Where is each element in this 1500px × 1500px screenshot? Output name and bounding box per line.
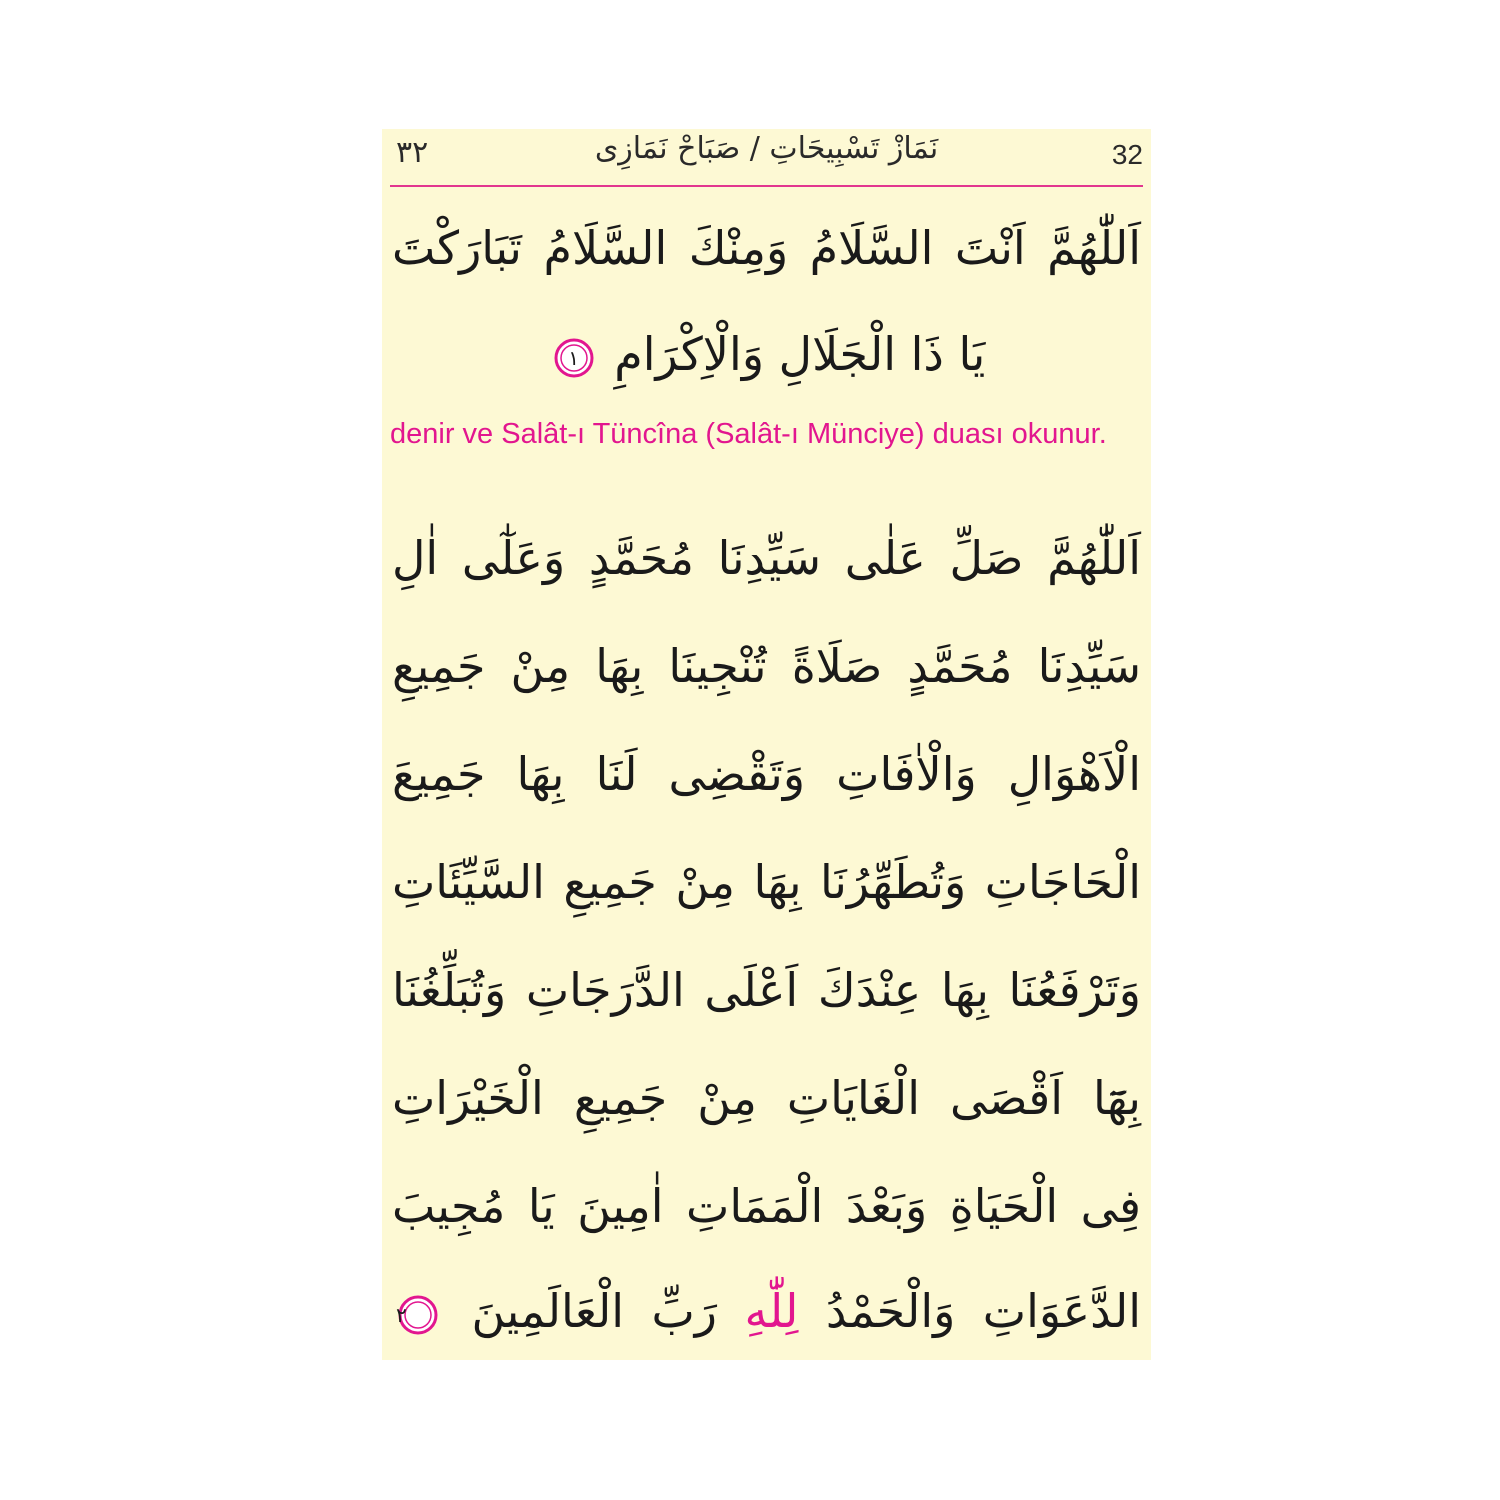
header-divider [390, 185, 1143, 187]
page-number-arabic: ٣٢ [396, 135, 429, 170]
dua2-line-7: فِى الْحَيَاةِ وَبَعْدَ الْمَمَاتِ اٰمِينَ يَا مُجِيبَ [392, 1179, 1141, 1233]
verse-marker-2-number: ٢ [396, 1302, 407, 1327]
page-header [390, 129, 1143, 185]
dua2-line-3: الْاَهْوَالِ وَالْاٰفَاتِ وَتَقْضِى لَنَا بِهَا جَمِيعَ [392, 747, 1141, 801]
page-title: نَمَازْ تَسْبِيحَاتِ / صَبَاحْ نَمَازِى [594, 131, 939, 166]
dua2-line-6: بِهَٓا اَقْصَى الْغَايَاتِ مِنْ جَمِيعِ الْخَيْرَاتِ [392, 1071, 1141, 1125]
dua2-line-2: سَيِّدِنَا مُحَمَّدٍ صَلَاةً تُنْجِينَا بِهَا مِنْ جَمِيعِ [392, 639, 1141, 693]
page-number: 32 [1111, 139, 1143, 170]
verse-marker-2 [396, 1293, 440, 1337]
book-page [382, 129, 1151, 1360]
instruction-text: denir ve Salât-ı Tüncîna (Salât-ı Münciye) duası okunur. [390, 418, 1107, 450]
dua1-line-1: اَللّٰهُمَّ اَنْتَ السَّلَامُ وَمِنْكَ السَّلَامُ تَبَارَكْتَ [392, 221, 1141, 275]
verse-marker-1-number: ١ [568, 345, 580, 370]
dua2-line-8 [392, 1284, 1141, 1338]
dua2-line-8-start: الدَّعَوَاتِ وَالْحَمْدُ [825, 1284, 1142, 1338]
dua2-line-4: الْحَاجَاتِ وَتُطَهِّرُنَا بِهَا مِنْ جَمِيعِ السَّيِّئَاتِ [392, 855, 1141, 909]
allah-word: لِلّٰهِ [744, 1284, 799, 1338]
dua2-line-1: اَللّٰهُمَّ صَلِّ عَلٰى سَيِّدِنَا مُحَمَّدٍ وَعَلٰٓى اٰلِ [392, 531, 1141, 585]
dua1-line-2-text: يَا ذَا الْجَلَالِ وَالْاِكْرَامِ [614, 327, 986, 381]
dua1-line-2 [392, 327, 1141, 381]
dua2-line-5: وَتَرْفَعُنَا بِهَا عِنْدَكَ اَعْلَى الدَّرَجَاتِ وَتُبَلِّغُنَا [392, 963, 1141, 1017]
verse-marker-1 [552, 336, 596, 380]
dua2-line-8-end: رَبِّ الْعَالَمِينَ [471, 1284, 717, 1338]
